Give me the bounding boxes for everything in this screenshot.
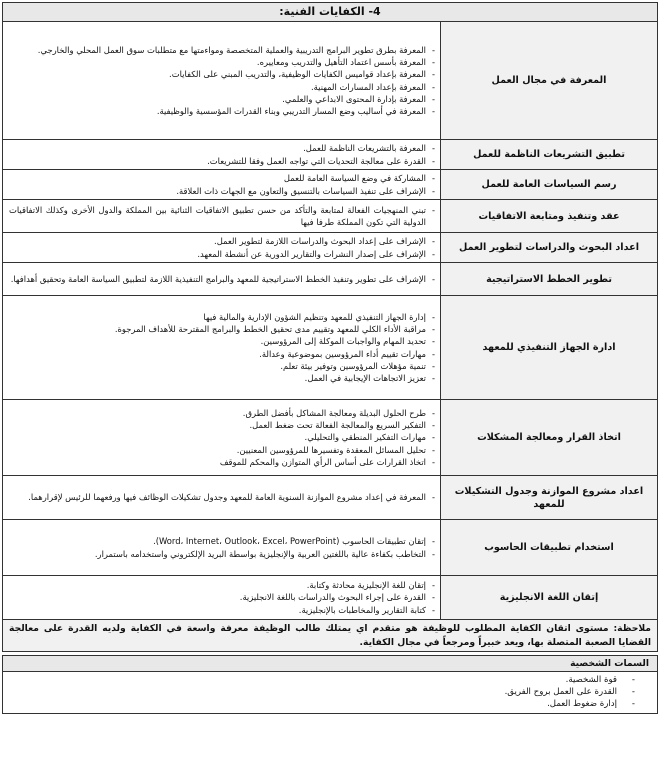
competency-details: [3, 170, 441, 200]
competency-label: رسم السياسات العامة للعمل: [441, 170, 658, 200]
competency-details: [3, 140, 441, 170]
competency-item: - الإشراف على إصدار النشرات والتقارير الدورية عن أنشطة المعهد.: [9, 248, 436, 260]
competency-label: اتخاذ القرار ومعالجة المشكلات: [441, 400, 658, 476]
competency-item: - إتقان تطبيقات الحاسوب (Word، Internet، Outlook، Excel، PowerPoint).: [9, 535, 436, 547]
competency-item: - طرح الحلول البديلة ومعالجة المشاكل بأفضل الطرق.: [9, 407, 436, 419]
competency-item: - المعرفة بأسس اعتماد التأهيل والتدريب ومعاييره.: [9, 56, 436, 68]
competency-item: - اتخاذ القرارات على أساس الرأي المتوازن والمحكم للموقف: [9, 456, 436, 468]
personal-traits-heading: السمات الشخصية: [3, 656, 657, 672]
competency-item: - إدارة الجهاز التنفيذي للمعهد وتنظيم الشؤون الإدارية والمالية فيها: [9, 311, 436, 323]
competency-item: - تعزيز الاتجاهات الإيجابية في العمل.: [9, 372, 436, 384]
competency-details: [3, 263, 441, 296]
competencies-document: [2, 2, 658, 768]
personal-traits-box: [2, 655, 658, 714]
competency-item: - المعرفة في أساليب وضع المسار التدريبي وبناء القدرات المؤسسية والوظيفية.: [9, 105, 436, 117]
competency-item: - القدرة على إجراء البحوث والدراسات باللغة الانجليزية.: [9, 591, 436, 603]
competency-row: [3, 140, 658, 170]
competency-item: - مهارات التفكير المنطقي والتحليلي.: [9, 431, 436, 443]
competency-item: - تبني المنهجيات الفعالة لمتابعة والتأكد من حسن تطبيق الاتفاقيات الثنائية بين المملكة والدول الأخرى وكذلك الاتفاقيات الدولية التي تكون المملكة طرفا فيها: [9, 204, 436, 228]
competency-item: - المعرفة بطرق تطوير البرامج التدريبية والعملية المتخصصة ومواءمتها مع متطلبات سوق العمل المحلي والخارجي.: [9, 44, 436, 56]
competency-items-list: [9, 491, 436, 503]
competency-item: - المشاركة في وضع السياسة العامة للعمل: [9, 172, 436, 184]
competency-details: [3, 200, 441, 233]
competency-label: تطبيق التشريعات الناظمة للعمل: [441, 140, 658, 170]
competency-label: عقد وتنفيذ ومتابعة الاتفاقيات: [441, 200, 658, 233]
competency-item: - المعرفة بإدارة المحتوى الابداعي والعلمي.: [9, 93, 436, 105]
competency-row: [3, 170, 658, 200]
competency-items-list: [9, 535, 436, 559]
competency-item: - المعرفة بالتشريعات الناظمة للعمل.: [9, 142, 436, 154]
competency-row: [3, 576, 658, 620]
competency-row: [3, 233, 658, 263]
personal-trait-item: - قوة الشخصية.: [3, 674, 657, 686]
competency-details: [3, 400, 441, 476]
competency-row: [3, 22, 658, 140]
competency-item: - الإشراف على إعداد البحوث والدراسات اللازمة لتطوير العمل.: [9, 235, 436, 247]
competency-item: - المعرفة بإعداد قواميس الكفايات الوظيفية، والتدريب المبني على الكفايات.: [9, 68, 436, 80]
competency-label: تطوير الخطط الاستراتيجية: [441, 263, 658, 296]
competency-details: [3, 576, 441, 620]
competency-item: - كتابة التقارير والمخاطبات بالإنجليزية.: [9, 604, 436, 616]
competency-row: [3, 476, 658, 520]
competency-item: - الإشراف على تنفيذ السياسات بالتنسيق والتعاون مع الجهات ذات العلاقة.: [9, 185, 436, 197]
competency-row: [3, 200, 658, 233]
personal-traits-list: [3, 672, 657, 713]
competency-label: المعرفة في مجال العمل: [441, 22, 658, 140]
personal-trait-item: - إدارة ضغوط العمل.: [3, 698, 657, 710]
competency-row: [3, 296, 658, 400]
competency-items-list: [9, 311, 436, 384]
competency-item: - المعرفة بإعداد المسارات المهنية.: [9, 81, 436, 93]
competency-item: - الإشراف على تطوير وتنفيذ الخطط الاستراتيجية للمعهد والبرامج التنفيذية اللازمة لتطبيق السياسة العامة وتحقيق أهدافها.: [9, 273, 436, 285]
competency-details: [3, 296, 441, 400]
competency-items-list: [9, 273, 436, 285]
competency-item: - القدرة على معالجة التحديات التي تواجه العمل وفقا للتشريعات.: [9, 155, 436, 167]
competency-label: استخدام تطبيقات الحاسوب: [441, 520, 658, 576]
competency-label: ادارة الجهاز التنفيذي للمعهد: [441, 296, 658, 400]
competency-item: - إتقان للغة الإنجليزية محادثة وكتابة.: [9, 579, 436, 591]
competency-details: [3, 476, 441, 520]
competency-label: اعداد مشروع الموازنة وجدول التشكيلات للمعهد: [441, 476, 658, 520]
competencies-table: [2, 21, 658, 620]
competency-items-list: [9, 172, 436, 196]
competency-label: اعداد البحوث والدراسات لتطوير العمل: [441, 233, 658, 263]
mastery-note: ملاحظة: مستوى اتقان الكفاية المطلوب للوظيفة هو متقدم اي يمتلك طالب الوظيفة معرفة واسعة في الكفاية ولديه القدرة على معالجة القضايا الصعبة المتصلة بها، ويعد خبيراً ومرجعاً في مجال الكفاية.: [2, 620, 658, 652]
competency-row: [3, 520, 658, 576]
competency-row: [3, 263, 658, 296]
personal-trait-item: - القدرة على العمل بروح الفريق.: [3, 686, 657, 698]
competency-items-list: [9, 235, 436, 259]
competency-items-list: [9, 579, 436, 616]
competency-items-list: [9, 44, 436, 117]
section-title: 4- الكفايات الفنية:: [2, 2, 658, 21]
competency-details: [3, 520, 441, 576]
competency-item: - تحديد المهام والواجبات الموكلة إلى المرؤوسين.: [9, 335, 436, 347]
competency-item: - مهارات تقييم أداء المرؤوسين بموضوعية وعدالة.: [9, 348, 436, 360]
competency-details: [3, 233, 441, 263]
competency-row: [3, 400, 658, 476]
competency-item: - تنمية مؤهلات المرؤوسين وتوفير بيئة تعلم.: [9, 360, 436, 372]
competency-item: - التفكير السريع والمعالجة الفعالة تحت ضغط العمل.: [9, 419, 436, 431]
competency-item: - المعرفة في إعداد مشروع الموازنة السنوية العامة للمعهد وجدول تشكيلات الوظائف فيها ورفعهما للرئيس لإقرارهما.: [9, 491, 436, 503]
competency-items-list: [9, 407, 436, 468]
competency-details: [3, 22, 441, 140]
competency-item: - التخاطب بكفاءة عالية باللغتين العربية والإنجليزية بواسطة البريد الإلكتروني واستخدامه باستمرار.: [9, 548, 436, 560]
competency-item: - تحليل المسائل المعقدة وتفسيرها للمرؤوسين المعنيين.: [9, 444, 436, 456]
competency-item: - مراقبة الأداء الكلي للمعهد وتقييم مدى تحقيق الخطط والبرامج المقترحة للأهداف المرجوة.: [9, 323, 436, 335]
competency-items-list: [9, 142, 436, 166]
competency-label: إتقان اللغة الانجليزية: [441, 576, 658, 620]
competency-items-list: [9, 204, 436, 228]
